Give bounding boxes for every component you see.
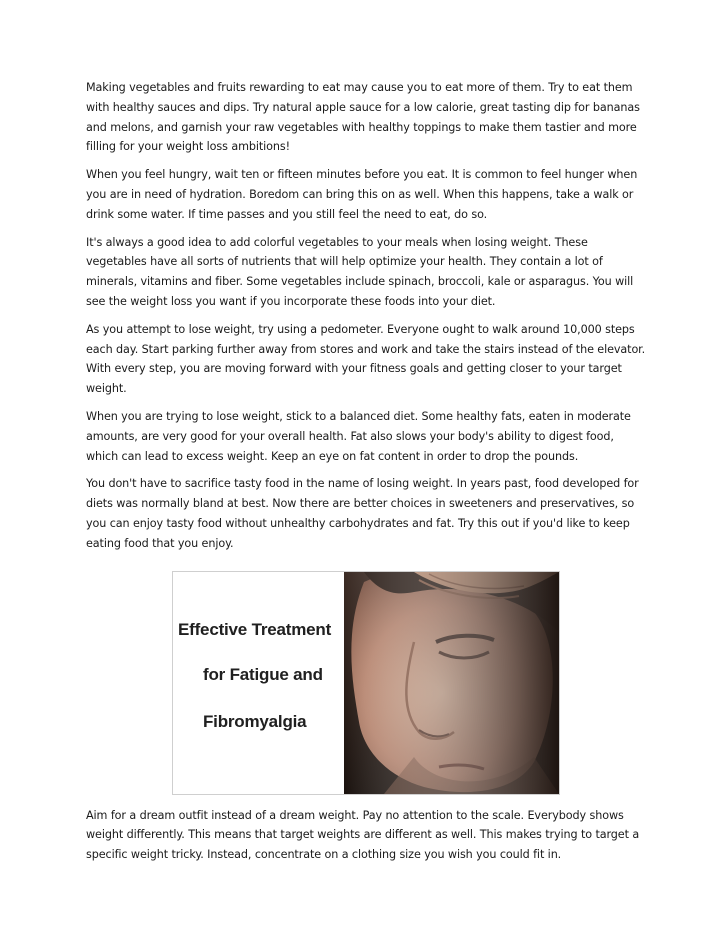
tired-man-photo — [344, 572, 559, 794]
paragraph-vegetables-fruits: Making vegetables and fruits rewarding to eat may cause you to eat more of them. Try to eat them with healthy sauces and dips. Try natural apple sauce for a low calorie, great tasting dip for bananas and melons, and garnish your raw vegetables with healthy toppings to make them tastier and more filling for your weight loss ambitions! — [86, 81, 640, 154]
paragraph-dream-outfit: Aim for a dream outfit instead of a dream weight. Pay no attention to the scale. Everybody shows weight differently. This means that target weights are different as well. This makes trying to target a specific weight tricky. Instead, concentrate on a clothing size you wish you could fit in. — [86, 808, 640, 862]
paragraph-hunger-wait: When you feel hungry, wait ten or fifteen minutes before you eat. It is common to feel hunger when you are in need of hydration. Boredom can bring this on as well. When this happens, take a walk or drink some water. If time passes and you still feel the need to eat, do so. — [86, 168, 638, 221]
image-caption-block — [173, 572, 348, 794]
fatigue-fibromyalgia-image — [172, 571, 560, 795]
paragraph-pedometer: As you attempt to lose weight, try using a pedometer. Everyone ought to walk around 10,000 steps each day. Start parking further away from stores and work and take the stairs instead of the elevator. With every step, you are moving forward with your fitness goals and getting closer to your target weight. — [86, 322, 646, 396]
image-title-line-1: Effective Treatment — [178, 619, 332, 639]
paragraph-colorful-vegetables: It's always a good idea to add colorful vegetables to your meals when losing weight. These vegetables have all sorts of nutrients that will help optimize your health. They contain a lot of minerals, vitamins and fiber. Some vegetables include spinach, broccoli, kale or asparagus. You will see the weight loss you want if you incorporate these foods into your diet. — [86, 235, 634, 308]
paragraph-tasty-food: You don't have to sacrifice tasty food in the name of losing weight. In years past, food developed for diets was normally bland at best. Now there are better choices in sweeteners and preservatives, so you can enjoy tasty food without unhealthy carbohydrates and fat. Try this out if you'd like to keep eating food that you enjoy. — [86, 477, 639, 550]
image-title-line-3: Fibromyalgia — [203, 711, 307, 731]
document-page — [86, 78, 646, 873]
paragraph-balanced-diet: When you are trying to lose weight, stick to a balanced diet. Some healthy fats, eaten in moderate amounts, are very good for your overall health. Fat also slows your body's ability to digest food, which can lead to excess weight. Keep an eye on fat content in order to drop the pounds. — [86, 409, 631, 463]
image-title-line-2: for Fatigue and — [203, 664, 323, 684]
